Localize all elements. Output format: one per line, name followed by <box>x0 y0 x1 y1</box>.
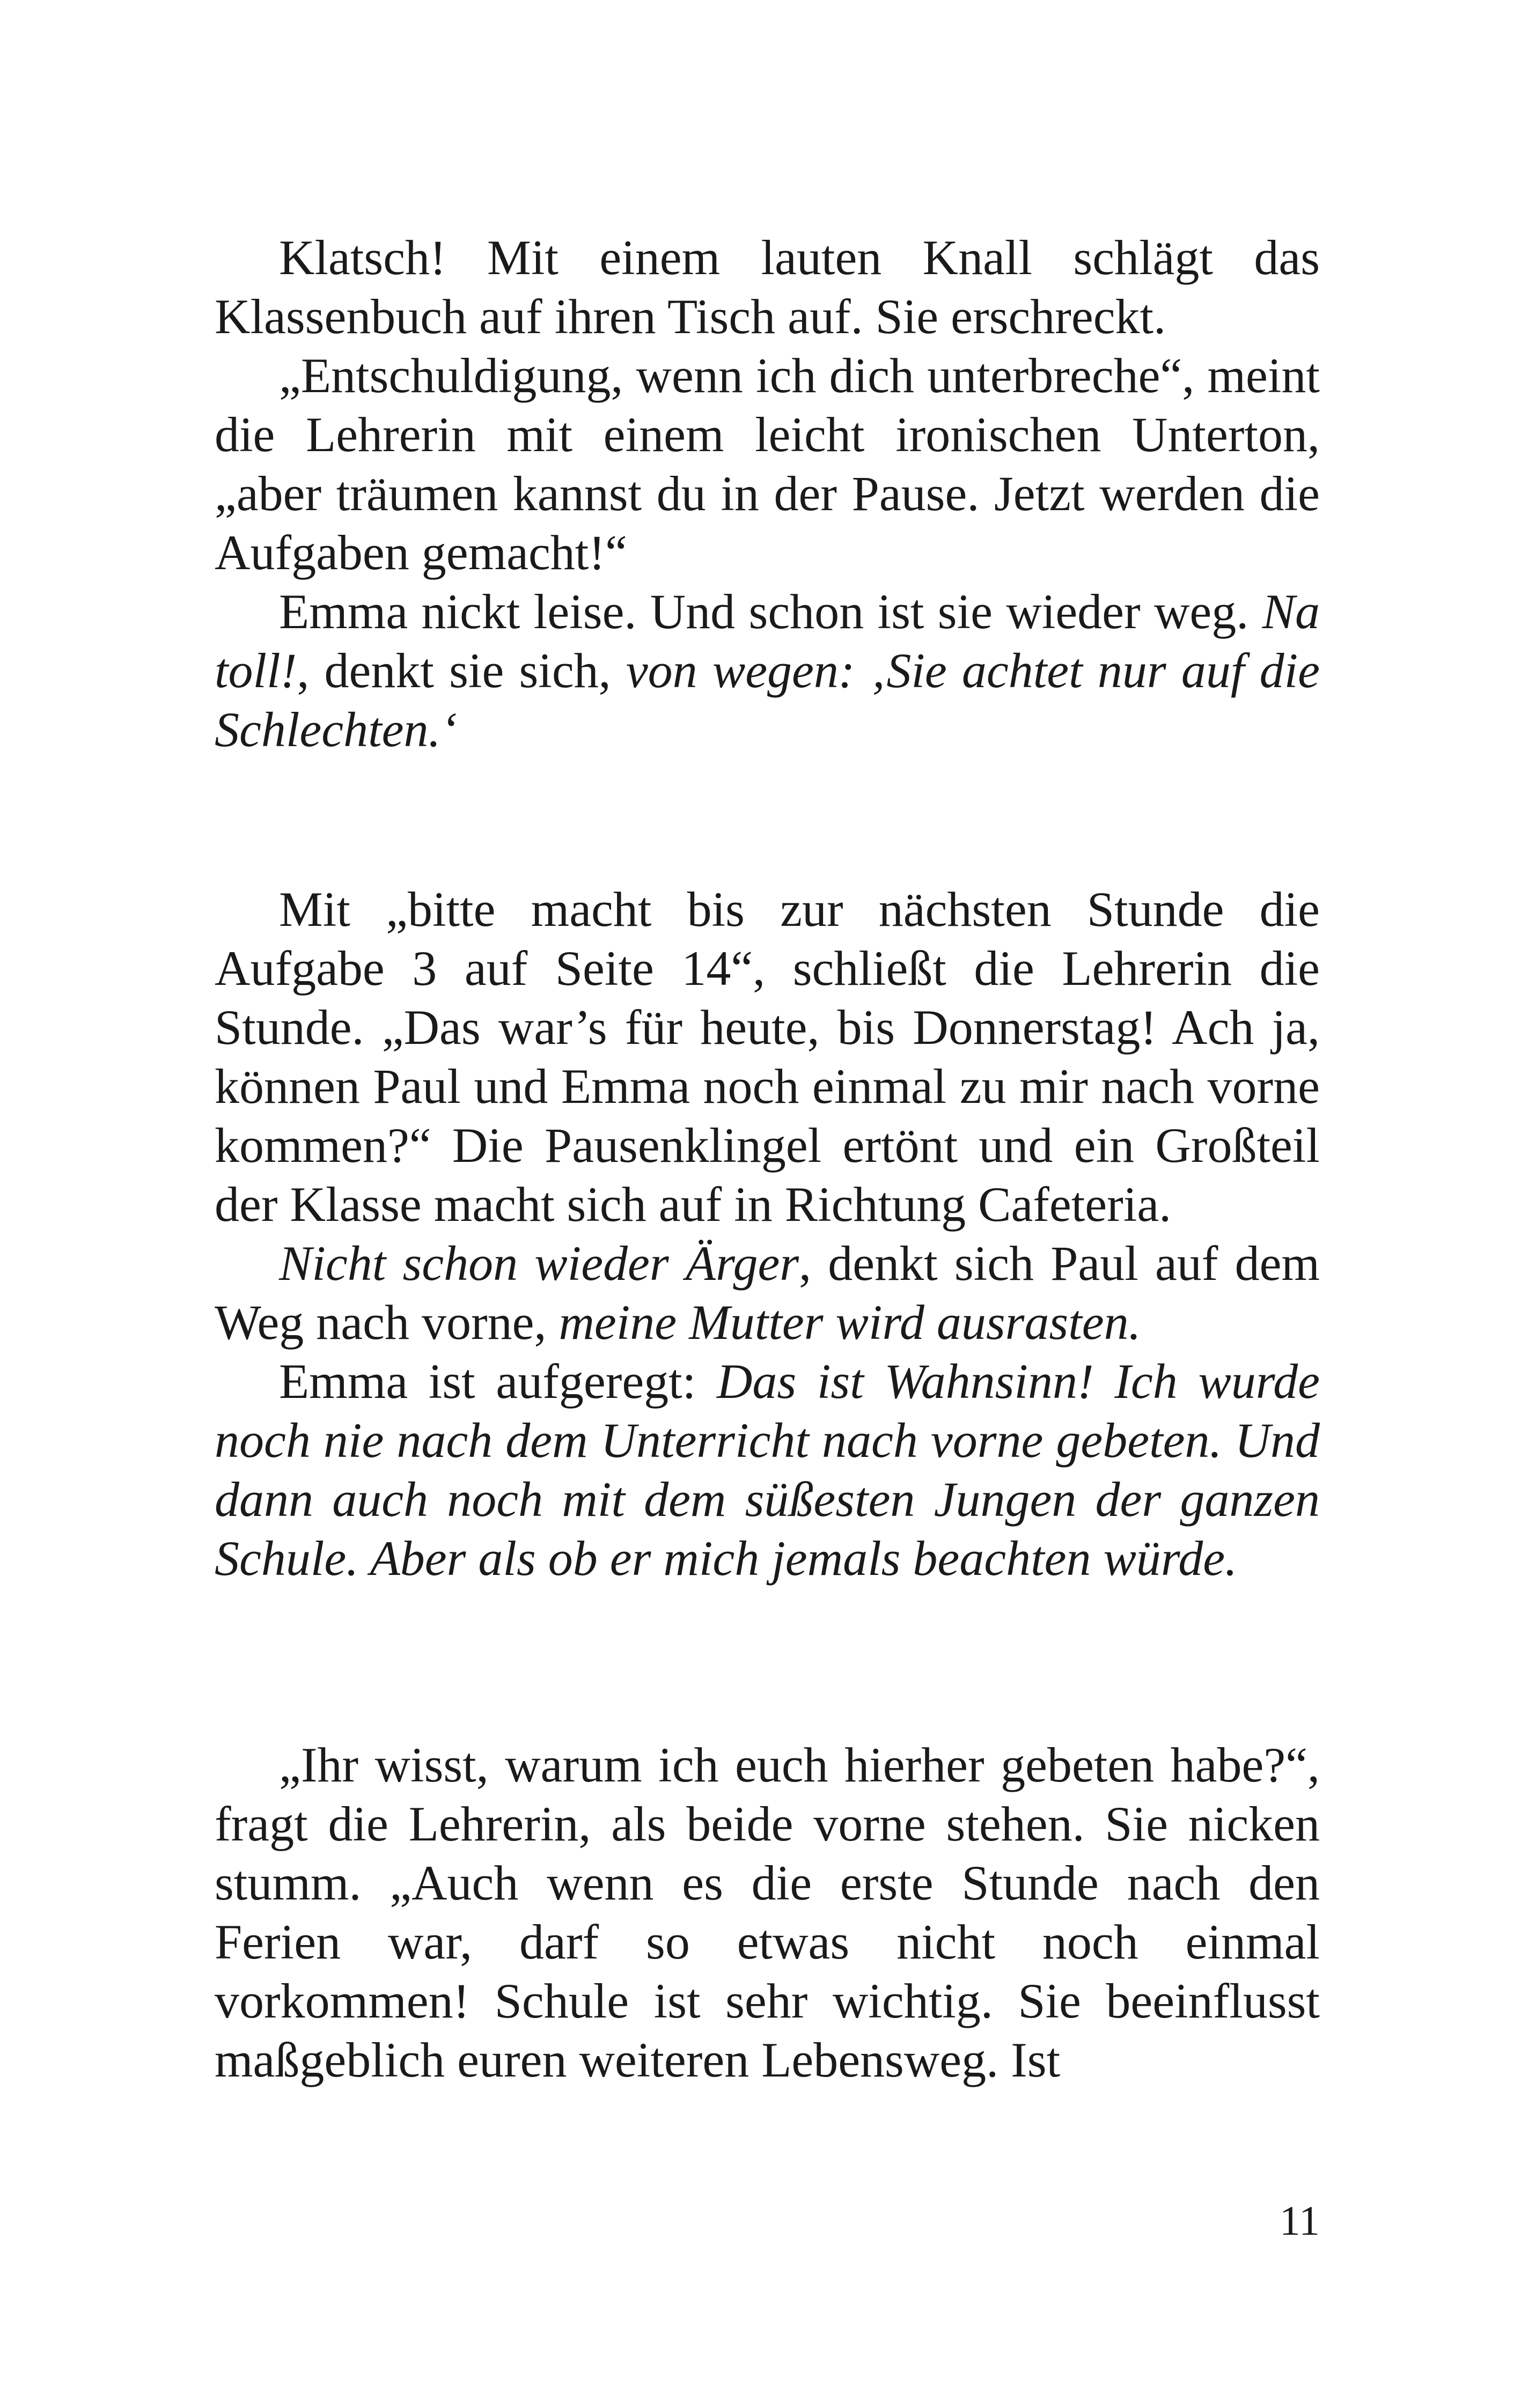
text-run: „Entschuldigung, wenn ich dich unterbreche“, meint die Lehrerin mit einem leicht ironischen Unterton, „aber träumen kannst du in der Pause. Jetzt werden die Aufgaben gemacht!“ <box>215 348 1320 580</box>
text-run: Emma ist aufgeregt: <box>279 1354 717 1409</box>
paragraph <box>215 1234 1320 1352</box>
text-run: Emma nickt leise. Und schon ist sie wieder weg. <box>279 584 1262 639</box>
paragraph <box>215 880 1320 1234</box>
italic-text: von wegen: ‚Sie achtet nur auf die Schlechten.‘ <box>215 643 1320 757</box>
paragraph <box>215 582 1320 759</box>
text-run: Klatsch! Mit einem lauten Knall schlägt das Klassenbuch auf ihren Tisch auf. Sie erschreckt. <box>215 230 1320 344</box>
text-run: , denkt sich Paul auf dem Weg nach vorne, <box>215 1236 1320 1350</box>
text-section-1 <box>215 228 1320 759</box>
paragraph <box>215 1735 1320 2089</box>
text-section-3 <box>215 1735 1320 2089</box>
italic-text: Das ist Wahnsinn! Ich wurde noch nie nach dem Unterricht nach vorne gebeten. Und dann auch noch mit dem süßesten Jungen der ganzen Schule. Aber als ob er mich jemals beachten würde. <box>215 1354 1320 1586</box>
paragraph <box>215 228 1320 346</box>
text-section-2 <box>215 880 1320 1588</box>
paragraph <box>215 346 1320 582</box>
italic-text: Nicht schon wieder Ärger <box>279 1236 799 1291</box>
page-number: 11 <box>1279 2197 1320 2244</box>
text-run: Mit „bitte macht bis zur nächsten Stunde die Aufgabe 3 auf Seite 14“, schließt die Lehrerin die Stunde. „Das war’s für heute, bis Donnerstag! Ach ja, können Paul und Emma noch einmal zu mir nach vorne kommen?“ Die Pausenklingel ertönt und ein Großteil der Klasse macht sich auf in Richtung Cafeteria. <box>215 882 1320 1232</box>
text-run: , denkt sie sich, <box>297 643 626 698</box>
text-run: „Ihr wisst, warum ich euch hierher gebeten habe?“, fragt die Lehrerin, als beide vorne stehen. Sie nicken stumm. „Auch wenn es die erste Stunde nach den Ferien war, darf so etwas nicht noch einmal vorkommen! Schule ist sehr wichtig. Sie beeinflusst maßgeblich euren weiteren Lebensweg. Ist <box>215 1737 1320 2087</box>
italic-text: meine Mutter wird ausrasten. <box>559 1295 1141 1350</box>
italic-text: Na toll! <box>215 584 1320 698</box>
paragraph <box>215 1352 1320 1588</box>
